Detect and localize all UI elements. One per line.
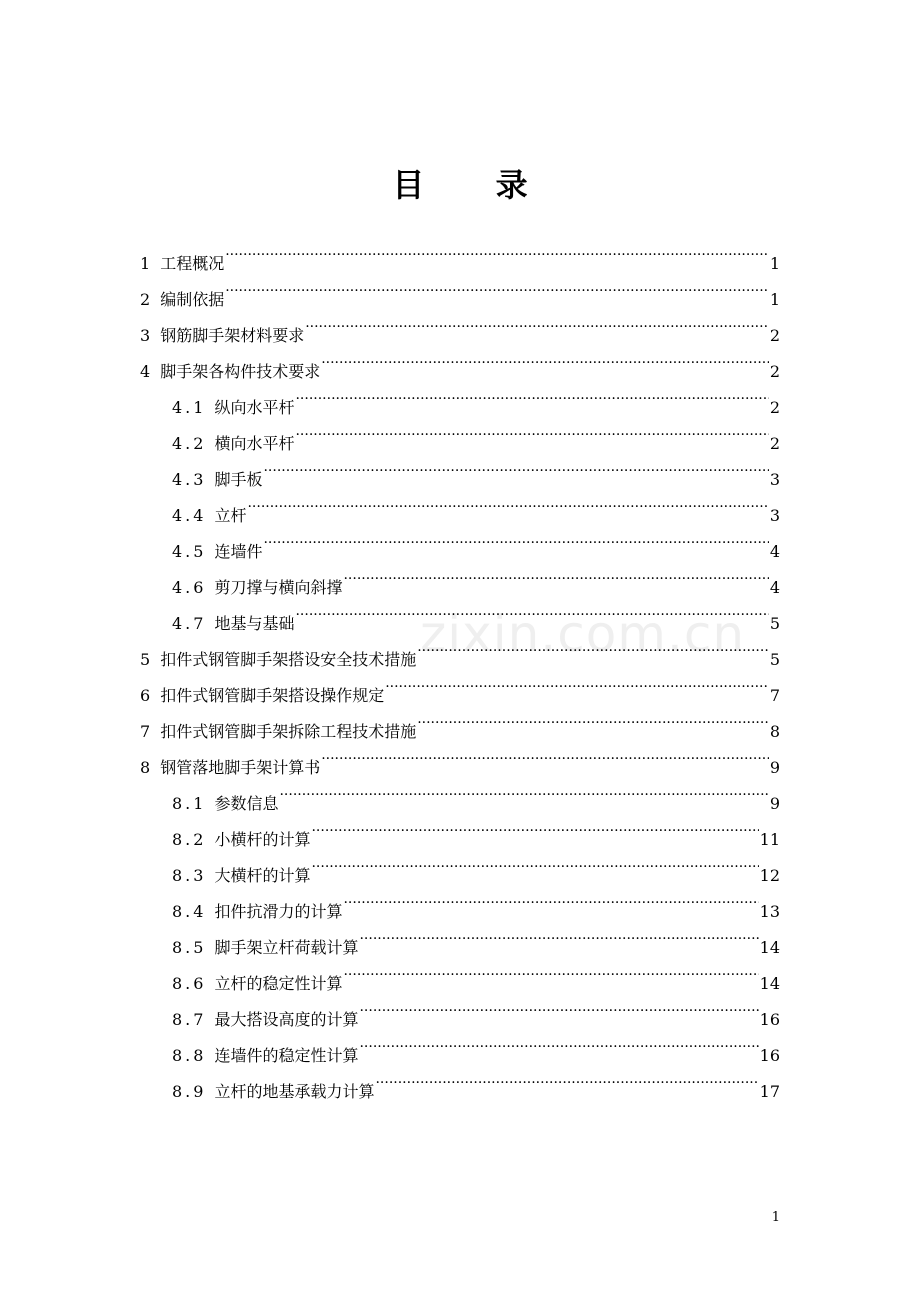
toc-entry-label: 工程概况: [160, 254, 225, 273]
toc-entry-number: 4.3: [172, 470, 207, 489]
toc-entry-label: 立杆: [214, 506, 247, 525]
dot-leader: [417, 701, 769, 737]
watermark: zixin.com.cn: [420, 605, 746, 663]
toc-entry-label: 连墙件的稳定性计算: [214, 1046, 359, 1065]
toc-entry-number: 5: [140, 650, 151, 669]
toc-entry-number: 2: [140, 290, 151, 309]
dot-leader: [385, 665, 769, 701]
toc-entry-label: 剪刀撑与横向斜撑: [214, 578, 343, 597]
toc-entry-page-number: 3: [769, 506, 780, 525]
toc-entry-number: 8.1: [172, 794, 207, 813]
toc-entry-label: 立杆的稳定性计算: [214, 974, 343, 993]
toc-entry[interactable]: [172, 557, 780, 597]
toc-entry-page-number: 14: [759, 974, 780, 993]
dot-leader: [311, 809, 758, 845]
toc-entry-number: 8.4: [172, 902, 207, 921]
dot-leader: [417, 629, 769, 665]
dot-leader: [225, 233, 769, 269]
toc-entry[interactable]: [172, 809, 780, 849]
toc-entry-label: 地基与基础: [214, 614, 295, 633]
dot-leader: [343, 953, 758, 989]
toc-entry[interactable]: [172, 1025, 780, 1065]
toc-entry-page-number: 16: [759, 1010, 780, 1029]
dot-leader: [359, 917, 758, 953]
toc-entry-page-number: 1: [769, 290, 780, 309]
dot-leader: [295, 593, 768, 629]
toc-entry-label: 钢管落地脚手架计算书: [160, 758, 321, 777]
toc-entry-page-number: 3: [769, 470, 780, 489]
toc-entry[interactable]: [172, 485, 780, 525]
toc-entry[interactable]: [172, 377, 780, 417]
toc-entry-number: 6: [140, 686, 151, 705]
toc-entry[interactable]: [172, 773, 780, 813]
toc-entry-page-number: 7: [769, 686, 780, 705]
toc-entry-label: 大横杆的计算: [214, 866, 311, 885]
dot-leader: [295, 413, 768, 449]
toc-entry-number: 1: [140, 254, 151, 273]
toc-entry-label: 脚手板: [214, 470, 263, 489]
toc-entry[interactable]: [172, 521, 780, 561]
toc-entry-number: 4.6: [172, 578, 207, 597]
toc-entry-label: 连墙件: [214, 542, 263, 561]
toc-entry-page-number: 1: [769, 254, 780, 273]
toc-entry-label: 钢筋脚手架材料要求: [160, 326, 305, 345]
toc-entry-label: 参数信息: [214, 794, 279, 813]
dot-leader: [263, 449, 768, 485]
toc-entry[interactable]: [140, 629, 780, 669]
toc-entry-page-number: 4: [769, 542, 780, 561]
dot-leader: [263, 521, 768, 557]
toc-entry[interactable]: [172, 413, 780, 453]
toc-entry[interactable]: [140, 269, 780, 309]
toc-entry-page-number: 2: [769, 326, 780, 345]
toc-entry-page-number: 11: [759, 830, 780, 849]
toc-entry[interactable]: [140, 665, 780, 705]
toc-entry-number: 4.2: [172, 434, 207, 453]
dot-leader: [305, 305, 769, 341]
toc-entry[interactable]: [140, 701, 780, 741]
toc-entry[interactable]: [172, 845, 780, 885]
toc-entry-page-number: 8: [769, 722, 780, 741]
toc-entry-label: 扣件式钢管脚手架拆除工程技术措施: [160, 722, 417, 741]
toc-entry-label: 脚手架立杆荷载计算: [214, 938, 359, 957]
toc-entry-page-number: 16: [759, 1046, 780, 1065]
dot-leader: [321, 341, 769, 377]
toc-entry-label: 小横杆的计算: [214, 830, 311, 849]
toc-entry-number: 3: [140, 326, 151, 345]
dot-leader: [311, 845, 758, 881]
dot-leader: [343, 557, 768, 593]
toc-entry[interactable]: [172, 593, 780, 633]
dot-leader: [247, 485, 768, 521]
toc-entry-number: 8.5: [172, 938, 207, 957]
toc-entry-number: 4: [140, 362, 151, 381]
toc-entry[interactable]: [172, 881, 780, 921]
toc-entry[interactable]: [172, 449, 780, 489]
dot-leader: [375, 1061, 758, 1097]
toc-entry-page-number: 5: [769, 614, 780, 633]
toc-entry-label: 立杆的地基承载力计算: [214, 1082, 375, 1101]
toc-entry-page-number: 5: [769, 650, 780, 669]
dot-leader: [321, 737, 769, 773]
dot-leader: [359, 1025, 758, 1061]
toc-entry-number: 8.6: [172, 974, 207, 993]
dot-leader: [359, 989, 758, 1025]
dot-leader: [279, 773, 768, 809]
toc-entry-number: 8.3: [172, 866, 207, 885]
page-title: 目 录: [392, 166, 558, 204]
toc-entry-page-number: 9: [769, 758, 780, 777]
toc-entry-label: 扣件式钢管脚手架搭设操作规定: [160, 686, 385, 705]
toc-entry-label: 纵向水平杆: [214, 398, 295, 417]
toc-entry-label: 扣件式钢管脚手架搭设安全技术措施: [160, 650, 417, 669]
toc-entry-number: 4.7: [172, 614, 207, 633]
toc-entry-page-number: 12: [759, 866, 780, 885]
toc-entry[interactable]: [140, 341, 780, 381]
toc-entry-number: 8.7: [172, 1010, 207, 1029]
toc-entry-label: 横向水平杆: [214, 434, 295, 453]
dot-leader: [295, 377, 768, 413]
toc-entry-number: 4.4: [172, 506, 207, 525]
toc-entry[interactable]: [140, 305, 780, 345]
toc-entry-label: 最大搭设高度的计算: [214, 1010, 359, 1029]
toc-entry-page-number: 17: [759, 1082, 780, 1101]
toc-entry[interactable]: [172, 953, 780, 993]
toc-entry[interactable]: [172, 917, 780, 957]
toc-entry[interactable]: [140, 233, 780, 273]
toc-entry-page-number: 2: [769, 362, 780, 381]
toc-entry-page-number: 13: [759, 902, 780, 921]
toc-entry-number: 8: [140, 758, 151, 777]
toc-entry-number: 7: [140, 722, 151, 741]
toc-entry-page-number: 2: [769, 398, 780, 417]
toc-entry-page-number: 4: [769, 578, 780, 597]
toc-entry[interactable]: [172, 1061, 780, 1101]
toc-entry-number: 4.1: [172, 398, 207, 417]
toc-entry-number: 8.9: [172, 1082, 207, 1101]
dot-leader: [343, 881, 758, 917]
toc-entry[interactable]: [140, 737, 780, 777]
toc-entry[interactable]: [172, 989, 780, 1029]
dot-leader: [225, 269, 769, 305]
toc-entry-number: 8.2: [172, 830, 207, 849]
toc-entry-label: 脚手架各构件技术要求: [160, 362, 321, 381]
toc-entry-page-number: 2: [769, 434, 780, 453]
toc-entry-number: 4.5: [172, 542, 207, 561]
toc-entry-page-number: 14: [759, 938, 780, 957]
toc-entry-label: 编制依据: [160, 290, 225, 309]
toc-entry-page-number: 9: [769, 794, 780, 813]
toc-entry-number: 8.8: [172, 1046, 207, 1065]
footer-page-number: 1: [771, 1210, 780, 1225]
toc-entry-label: 扣件抗滑力的计算: [214, 902, 343, 921]
